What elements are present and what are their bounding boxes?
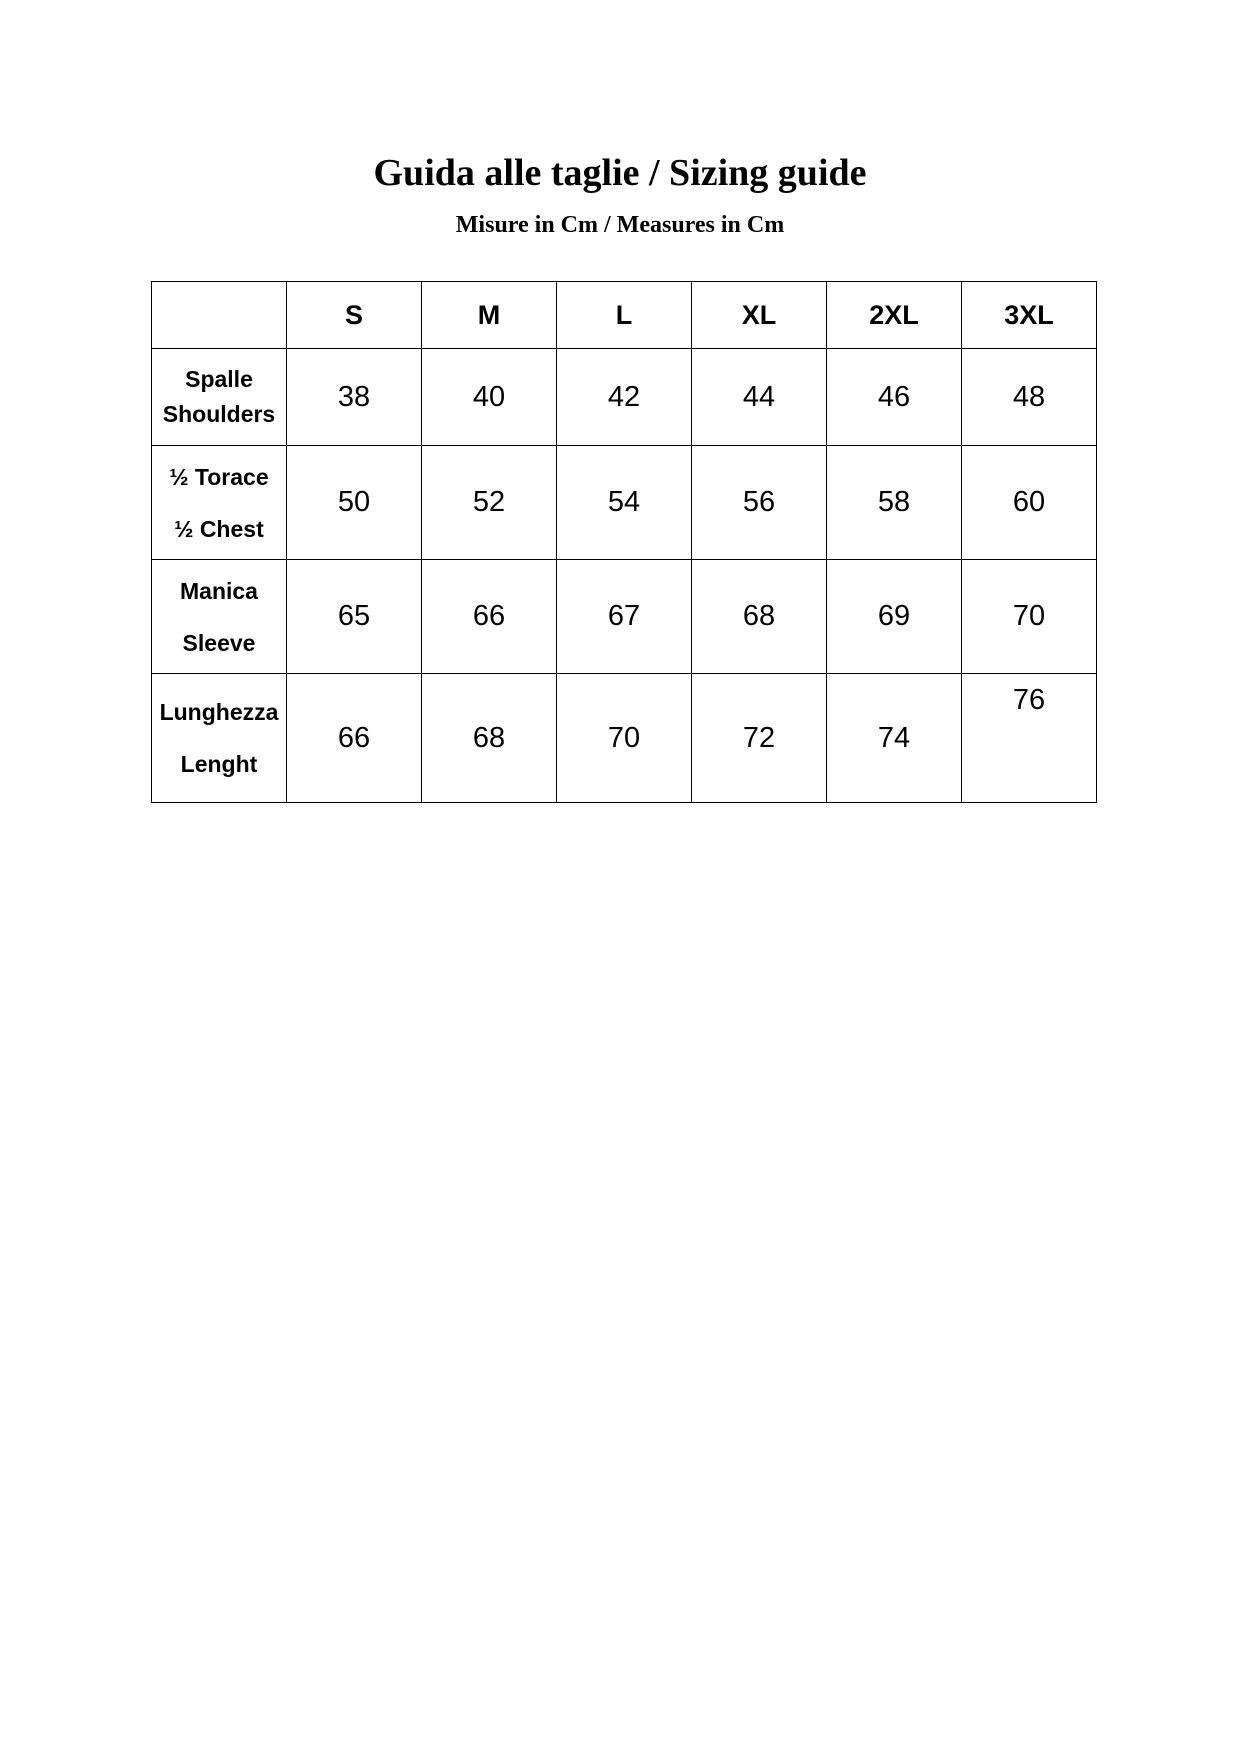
table-cell: 70 bbox=[557, 674, 692, 803]
size-header-s: S bbox=[287, 282, 422, 349]
table-cell: 58 bbox=[827, 446, 962, 560]
table-row-shoulders bbox=[152, 349, 1097, 446]
table-cell: 54 bbox=[557, 446, 692, 560]
size-header-2xl: 2XL bbox=[827, 282, 962, 349]
table-cell: 68 bbox=[692, 560, 827, 674]
size-header-3xl: 3XL bbox=[962, 282, 1097, 349]
corner-cell bbox=[152, 282, 287, 349]
size-header-xl: XL bbox=[692, 282, 827, 349]
table-cell: 40 bbox=[422, 349, 557, 446]
row-label-it: Spalle bbox=[185, 366, 253, 392]
row-label-en: Lenght bbox=[180, 751, 258, 777]
sizing-table bbox=[151, 281, 1097, 803]
row-label-en: Shoulders bbox=[162, 401, 276, 427]
table-cell: 48 bbox=[962, 349, 1097, 446]
row-label-length bbox=[152, 674, 287, 803]
table-cell: 68 bbox=[422, 674, 557, 803]
table-cell: 44 bbox=[692, 349, 827, 446]
page-title: Guida alle taglie / Sizing guide bbox=[373, 152, 867, 194]
table-cell: 65 bbox=[287, 560, 422, 674]
row-label-it: ½ Torace bbox=[169, 463, 269, 490]
table-cell: 50 bbox=[287, 446, 422, 560]
table-row-length bbox=[152, 674, 1097, 803]
table-cell: 67 bbox=[557, 560, 692, 674]
page-subtitle: Misure in Cm / Measures in Cm bbox=[455, 212, 785, 238]
table-row-chest bbox=[152, 446, 1097, 560]
table-cell: 66 bbox=[287, 674, 422, 803]
row-label-chest bbox=[152, 446, 287, 560]
row-label-en: Sleeve bbox=[182, 629, 256, 656]
table-cell: 69 bbox=[827, 560, 962, 674]
table-cell: 74 bbox=[827, 674, 962, 803]
table-cell: 70 bbox=[962, 560, 1097, 674]
row-label-en: ½ Chest bbox=[174, 515, 264, 542]
table-header-row bbox=[152, 282, 1097, 349]
row-label-sleeve bbox=[152, 560, 287, 674]
row-label-shoulders bbox=[152, 349, 287, 446]
row-label-it: Lunghezza bbox=[159, 699, 279, 725]
table-cell: 72 bbox=[692, 674, 827, 803]
table-row-sleeve bbox=[152, 560, 1097, 674]
table-cell: 66 bbox=[422, 560, 557, 674]
table-cell: 56 bbox=[692, 446, 827, 560]
row-label-it: Manica bbox=[180, 577, 258, 604]
size-header-m: M bbox=[422, 282, 557, 349]
table-cell: 42 bbox=[557, 349, 692, 446]
table-cell: 76 bbox=[962, 674, 1097, 803]
size-header-l: L bbox=[557, 282, 692, 349]
table-cell: 52 bbox=[422, 446, 557, 560]
table-cell: 60 bbox=[962, 446, 1097, 560]
table-cell: 46 bbox=[827, 349, 962, 446]
table-cell: 38 bbox=[287, 349, 422, 446]
